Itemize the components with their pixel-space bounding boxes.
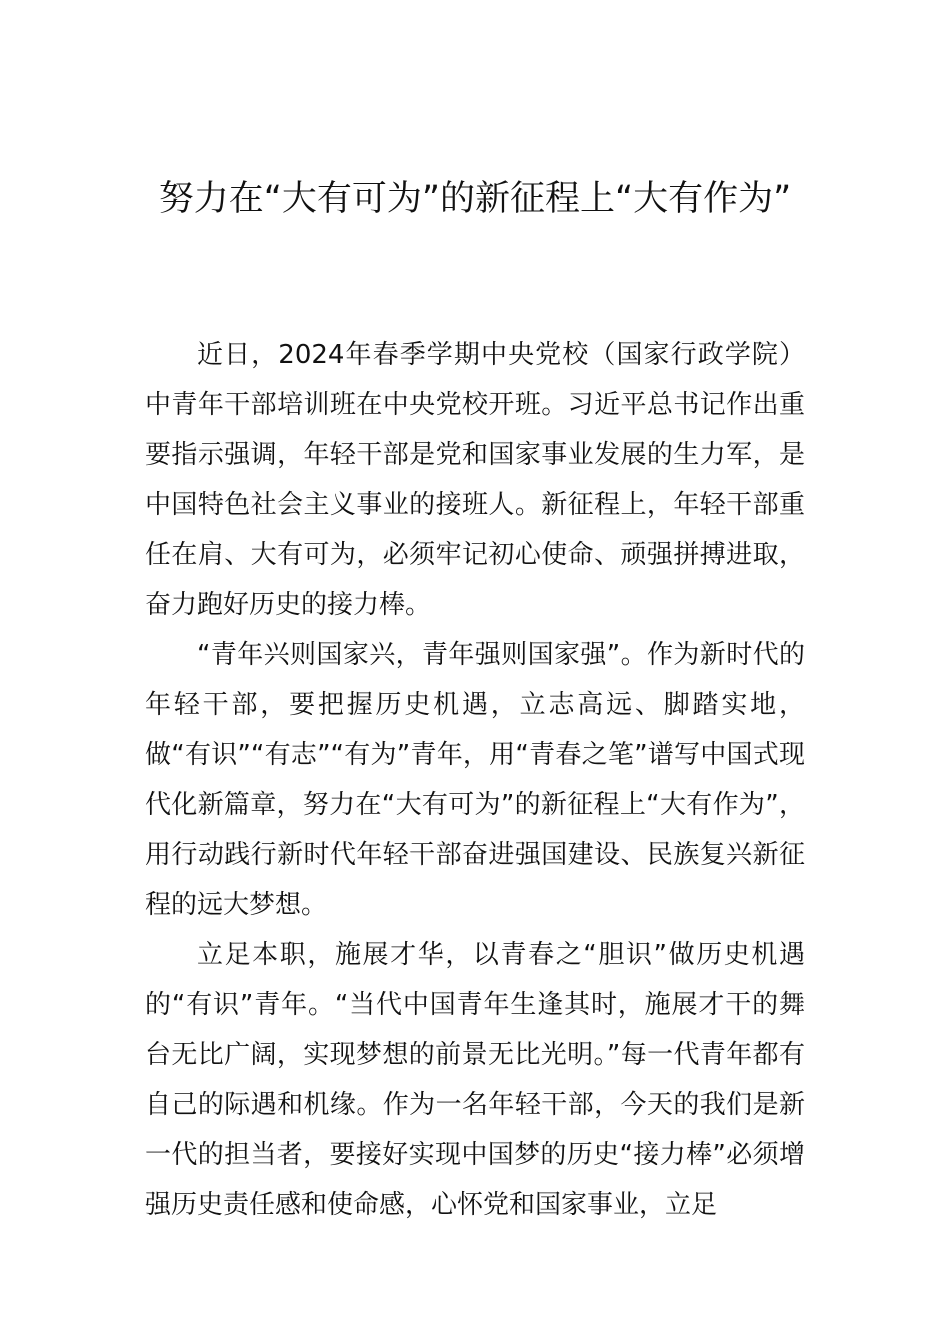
paragraph-3: 立足本职，施展才华，以青春之“胆识”做历史机遇的“有识”青年。“当代中国青年生逢其时，施展才干的舞台无比广阔，实现梦想的前景无比光明。”每一代青年都有自己的际遇和机缘。作为一名年轻干部，今天的我们是新一代的担当者，要接好实现中国梦的历史“接力棒”必须增强历史责任感和使命感，心怀党和国家事业，立足 (145, 940, 805, 1220)
paragraph-1: 近日，2024年春季学期中央党校（国家行政学院）中青年干部培训班在中央党校开班。习近平总书记作出重要指示强调，年轻干部是党和国家事业发展的生力军，是中国特色社会主义事业的接班人。新征程上，年轻干部重任在肩、大有可为，必须牢记初心使命、顽强拼搏进取，奋力跑好历史的接力棒。 (145, 340, 805, 620)
document-body (145, 330, 805, 1230)
paragraph-2: “青年兴则国家兴，青年强则国家强”。作为新时代的年轻干部，要把握历史机遇，立志高远、脚踏实地，做“有识”“有志”“有为”青年，用“青春之笔”谱写中国式现代化新篇章，努力在“大有可为”的新征程上“大有作为”，用行动践行新时代年轻干部奋进强国建设、民族复兴新征程的远大梦想。 (145, 640, 805, 920)
document-title: 努力在“大有可为”的新征程上“大有作为” (158, 179, 792, 219)
